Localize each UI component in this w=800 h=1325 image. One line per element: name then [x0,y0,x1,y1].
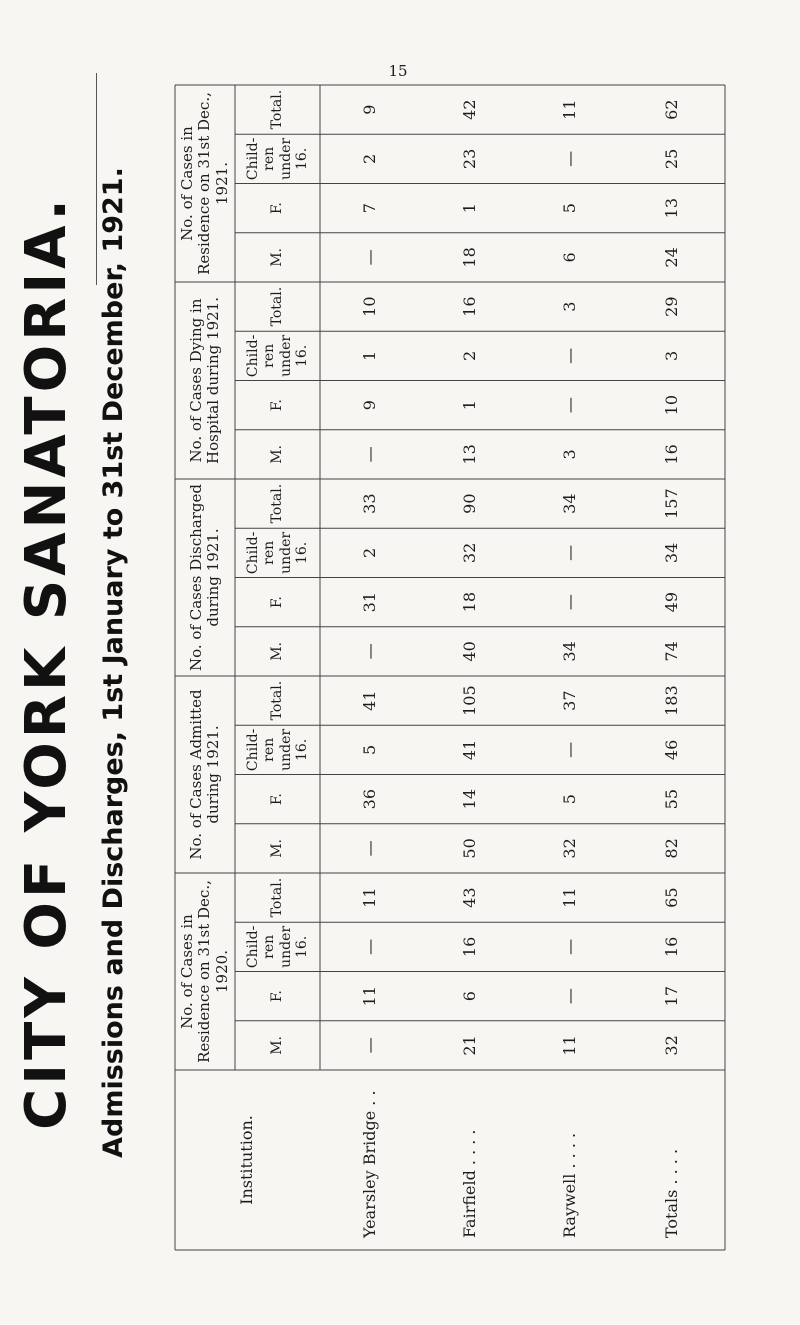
sub-header: Total. [269,877,286,918]
table-cell: 11 [359,887,379,908]
group-header: No. of Cases Discharged during 1921. [186,483,222,672]
table-cell: 1 [359,350,379,361]
sub-header: Total. [269,483,286,524]
table-cell: — [559,397,579,414]
table-cell: — [559,594,579,611]
table-cell: 41 [359,690,379,711]
institution-header: Institution. [237,1115,257,1205]
table-cell: 5 [559,794,579,805]
table-cell: 13 [459,444,479,465]
table-cell: — [559,988,579,1005]
table-cell: 5 [359,744,379,755]
table-cell: 32 [559,838,579,859]
table-cell: 74 [662,641,682,662]
table-cell: 7 [359,203,379,214]
table-cell: 183 [662,685,682,716]
table-cell: 11 [559,1035,579,1056]
page-subtitle: Admissions and Discharges, 1st January to 31st December, 1921. [98,167,129,1158]
table-cell: 3 [662,350,682,361]
table-cell: 9 [359,104,379,115]
table-cell: 37 [559,690,579,711]
table-cell: — [559,938,579,955]
table-cell: — [359,1037,379,1054]
table-cell: 42 [459,99,479,120]
page-number: 15 [388,62,408,80]
table-cell: 13 [662,197,682,219]
table-cell: 6 [559,252,579,263]
table-cell: 6 [459,991,479,1002]
sub-header: Child-ren under 16. [245,728,310,772]
table-cell: 23 [459,148,479,170]
table-cell: — [359,446,379,463]
table-cell: 36 [359,788,379,810]
page-title: CITY OF YORK SANATORIA. [14,195,79,1130]
table-cell: 32 [662,1035,682,1056]
group-header: No. of Cases in Residence on 31st Dec., 1921. [178,92,231,275]
table-cell: 24 [662,247,682,268]
table-cell: 18 [459,247,479,268]
table-cell: 50 [459,838,479,859]
table-cell: 16 [662,936,682,958]
table-cell: 29 [662,296,682,317]
table-cell: 34 [559,641,579,662]
row-label: Totals . . . . [662,1148,682,1238]
row-label: Fairfield . . . . [459,1129,479,1238]
table-cell: 11 [559,887,579,908]
table-cell: 21 [459,1035,479,1056]
table-cell: 40 [459,641,479,662]
table-cell: 62 [662,99,682,120]
table-cell: 14 [459,788,479,810]
table-cell: 10 [662,394,682,416]
table-cell: 33 [359,493,379,514]
sub-header: Child-ren under 16. [245,531,310,575]
table-cell: 1 [459,203,479,214]
table-cell: 43 [459,887,479,908]
group-header: No. of Cases Dying in Hospital during 1921. [186,297,222,464]
sub-header: M. [269,838,286,858]
table-cell: 16 [459,296,479,317]
sub-header: M. [269,641,286,661]
sub-header: F. [269,793,286,806]
table-cell: 3 [559,301,579,312]
sub-header: F. [269,990,286,1003]
table-cell: — [559,347,579,364]
table-cell: 18 [459,591,479,613]
table-cell: 46 [662,739,682,761]
sub-header: Child-ren under 16. [245,137,310,181]
table-cell: — [359,938,379,955]
row-label: Raywell . . . . [559,1132,579,1238]
sub-header: Total. [269,89,286,130]
group-header: No. of Cases in Residence on 31st Dec., 1920. [178,880,231,1063]
table-cell: — [559,150,579,167]
table-cell: 5 [559,203,579,214]
table-cell: 105 [459,685,479,716]
table-cell: 17 [662,985,682,1007]
table-cell: — [359,643,379,660]
sub-header: Total. [269,680,286,721]
table-cell: 65 [662,887,682,908]
table-cell: 41 [459,739,479,761]
table-cell: 11 [359,985,379,1007]
sub-header: Total. [269,286,286,327]
table-cell: 16 [459,936,479,958]
table-cell: 90 [459,493,479,514]
sub-header: F. [269,399,286,412]
table-cell: 31 [359,591,379,613]
table-cell: 34 [559,493,579,514]
sub-header: M. [269,1035,286,1055]
row-label: Yearsley Bridge . . [359,1090,379,1238]
sub-header: F. [269,202,286,215]
table-cell: 49 [662,591,682,613]
sub-header: F. [269,596,286,609]
table-cell: 10 [359,296,379,317]
table-cell: 1 [459,400,479,411]
table-cell: 25 [662,148,682,170]
table-cell: 55 [662,788,682,810]
table-cell: 82 [662,838,682,859]
sub-header: Child-ren under 16. [245,925,310,969]
table-cell: — [559,544,579,561]
table-cell: 16 [662,444,682,465]
table-cell: 3 [559,449,579,460]
sub-header: M. [269,444,286,464]
table-cell: 2 [359,547,379,558]
table-cell: — [359,840,379,857]
table-cell: — [359,249,379,266]
table-cell: 34 [662,542,682,564]
table-cell: 32 [459,542,479,564]
table-cell: 2 [359,153,379,164]
table-cell: 157 [662,488,682,519]
table-cell: 11 [559,99,579,120]
table-cell: 9 [359,400,379,411]
sub-header: M. [269,247,286,267]
sub-header: Child-ren under 16. [245,334,310,378]
table-cell: — [559,741,579,758]
table-cell: 2 [459,350,479,361]
group-header: No. of Cases Admitted during 1921. [186,689,222,860]
